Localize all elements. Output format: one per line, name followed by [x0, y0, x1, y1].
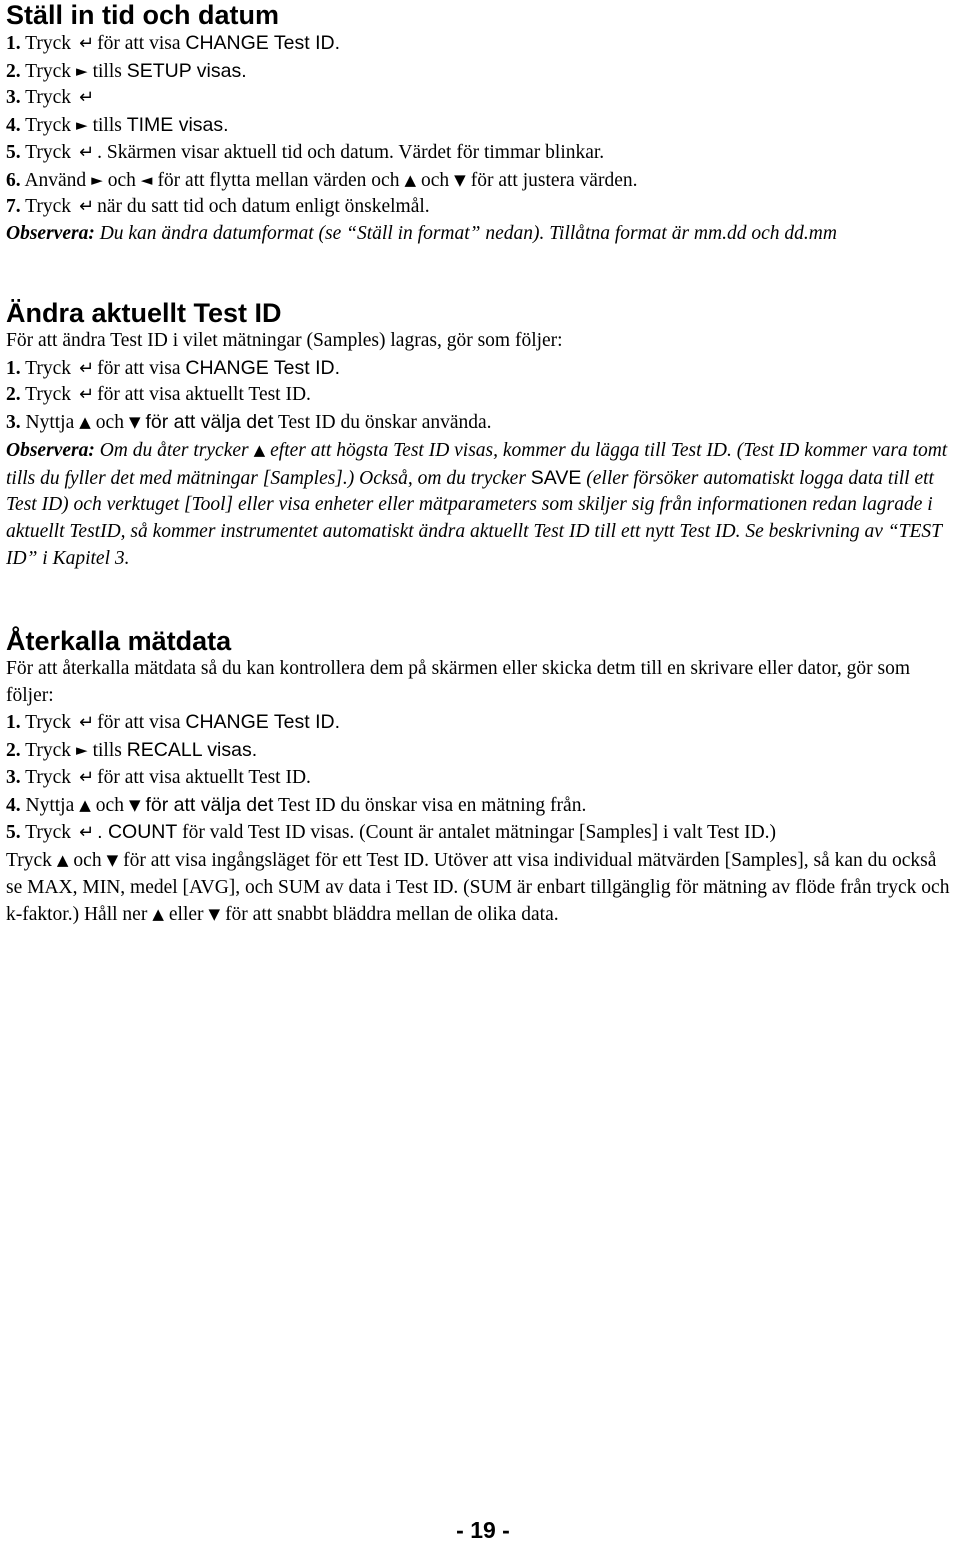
enter-key-icon: ↵ [79, 196, 95, 218]
section-recall-data [6, 626, 956, 929]
step-1: 1. Tryck ↵ för att visa CHANGE Test ID. [6, 709, 956, 737]
display-text: RECALL visas. [126, 739, 258, 762]
step-7: 7. Tryck ↵ när du satt tid och datum enligt önskelmål. [6, 194, 837, 221]
note-label: Observera: [6, 222, 95, 244]
enter-key-icon: ↵ [79, 384, 95, 406]
display-text: CHANGE Test ID. [185, 356, 340, 379]
section-title: Återkalla mätdata [6, 626, 232, 656]
enter-key-icon: ↵ [79, 141, 95, 163]
down-arrow-icon: ▼ [128, 413, 141, 432]
display-text: SETUP visas. [126, 59, 247, 82]
note-text: Du kan ändra datumformat (se “Ställ in format” nedan). Tillåtna format är mm.dd och dd.mm [99, 222, 837, 244]
enter-key-icon: ↵ [79, 712, 95, 734]
down-arrow-icon: ▼ [454, 170, 466, 189]
step-4: 4. Tryck ► tills TIME visas. [6, 112, 837, 140]
recall-paragraph: Tryck ▲ och ▼ för att visa ingångsläget för ett Test ID. Utöver att visa individual mätvärden [Samples], så kan du också se MAX, MIN, medel [AVG], och SUM av data i Test ID. (SUM är enbart tillgänglig för mätning av flöde från tryck och k-faktor.) Håll ner ▲ eller ▼ för att snabbt bläddra mellan de olika data. [6, 847, 956, 929]
enter-key-icon: ↵ [79, 766, 95, 788]
step-2: 2. Tryck ↵ för att visa aktuellt Test ID. [6, 382, 956, 409]
section-set-time-date [6, 0, 837, 248]
step-1: 1. Tryck ↵ för att visa CHANGE Test ID. [6, 30, 837, 58]
step-number: 1. [6, 33, 21, 54]
up-arrow-icon: ▲ [152, 905, 164, 924]
section-intro: För att ändra Test ID i vilet mätningar (Samples) lagras, gör som följer: [6, 330, 563, 351]
step-5: 5. Tryck ↵ . Skärmen visar aktuell tid och datum. Värdet för timmar blinkar. [6, 140, 837, 167]
page-number: - 19 - [456, 1517, 510, 1543]
enter-key-icon: ↵ [79, 357, 95, 379]
note: Observera: Om du åter trycker ▲ efter att högsta Test ID visas, kommer du lägga till Test ID. (Test ID kommer vara tomt tills du fyller det med mätningar [Samples].) Också, om du trycker SAVE (eller försöker automatiskt logga data till ett Test ID) och verktuget [Tool] eller visa enheter eller mätparameters som skiljer sig från informationen redan lagrade i aktuellt TestID, så kommer instrumentet automatiskt ändra aktuellt Test ID till ett nytt Test ID. Se beskrivning av “TEST ID” i Kapitel 3. [6, 437, 956, 573]
display-text: . COUNT [97, 821, 178, 844]
step-2: 2. Tryck ► tills SETUP visas. [6, 58, 837, 86]
section-intro: För att återkalla mätdata så du kan kontrollera dem på skärmen eller skicka detm till en skrivare eller dator, gör som följer: [6, 658, 911, 706]
left-arrow-icon: ◄ [140, 170, 153, 189]
step-3: 3. Tryck ↵ [6, 85, 837, 112]
note-label: Observera: [6, 439, 95, 461]
step-3: 3. Tryck ↵ för att visa aktuellt Test ID. [6, 765, 956, 792]
step-5: 5. Tryck ↵ . COUNT för vald Test ID visas. (Count är antalet mätningar [Samples] i valt Test ID.) [6, 819, 956, 847]
note [6, 221, 837, 248]
up-arrow-icon: ▲ [253, 440, 266, 459]
down-arrow-icon: ▼ [128, 795, 141, 814]
right-arrow-icon: ► [76, 61, 88, 80]
enter-key-icon: ↵ [79, 33, 95, 54]
step-3: 3. Nyttja ▲ och ▼ för att välja det Test ID du önskar använda. [6, 409, 956, 437]
enter-key-icon: ↵ [79, 87, 95, 109]
down-arrow-icon: ▼ [106, 850, 119, 869]
right-arrow-icon: ► [76, 116, 88, 135]
enter-key-icon: ↵ [79, 822, 95, 844]
section-change-test-id [6, 298, 956, 572]
right-arrow-icon: ► [91, 170, 103, 189]
up-arrow-icon: ▲ [56, 850, 69, 869]
up-arrow-icon: ▲ [79, 413, 91, 432]
display-text: CHANGE Test ID. [185, 711, 340, 734]
up-arrow-icon: ▲ [404, 170, 417, 189]
display-text: TIME visas. [126, 114, 229, 137]
section-title: Ändra aktuellt Test ID [6, 298, 282, 328]
step-2: 2. Tryck ► tills RECALL visas. [6, 737, 956, 765]
step-6: 6. Använd ► och ◄ för att flytta mellan värden och ▲ och ▼ för att justera värden. [6, 167, 837, 195]
save-label: SAVE [530, 466, 582, 489]
step-4: 4. Nyttja ▲ och ▼ för att välja det Test ID du önskar visa en mätning från. [6, 792, 956, 820]
up-arrow-icon: ▲ [79, 795, 91, 814]
section-title: Ställ in tid och datum [6, 0, 280, 30]
right-arrow-icon: ► [76, 741, 88, 760]
step-1: 1. Tryck ↵ för att visa CHANGE Test ID. [6, 355, 956, 383]
down-arrow-icon: ▼ [208, 905, 221, 924]
display-text: CHANGE Test ID. [185, 32, 340, 54]
